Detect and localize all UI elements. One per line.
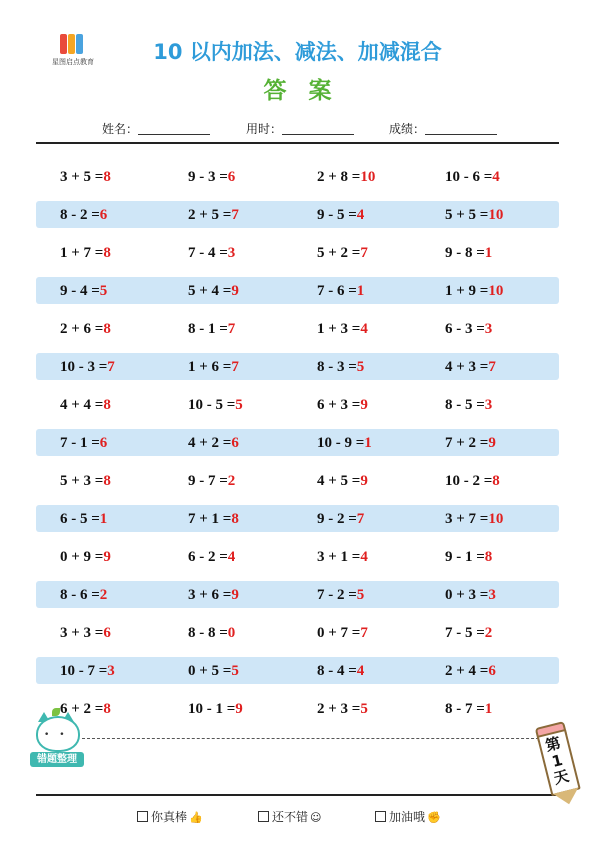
problem-expression: 9 - 2 = <box>317 511 357 527</box>
cat-mascot-icon: •• <box>30 712 84 762</box>
problem-answer: 8 <box>103 397 111 413</box>
rating-option-great[interactable] <box>137 808 203 825</box>
problem-expression: 7 - 4 = <box>188 245 228 261</box>
problem-expression: 9 - 7 = <box>188 473 228 489</box>
problem-cell <box>188 652 239 690</box>
problem-answer: 4 <box>356 663 365 679</box>
problem-expression: 5 + 3 = <box>60 473 104 489</box>
problem-cell <box>317 424 372 462</box>
problem-expression: 3 + 3 = <box>60 625 104 641</box>
problem-cell <box>188 234 235 272</box>
problem-cell <box>60 500 107 538</box>
score-label: 成绩： <box>389 122 426 136</box>
problem-cell <box>188 196 239 234</box>
problem-expression: 0 + 7 = <box>317 625 361 641</box>
problem-cell <box>188 424 239 462</box>
checkbox-cheer[interactable] <box>375 811 386 822</box>
problem-cell <box>188 386 243 424</box>
problem-cell <box>60 652 115 690</box>
problem-cell <box>188 272 239 310</box>
problem-cell <box>445 348 496 386</box>
problem-expression: 9 - 1 = <box>445 549 485 565</box>
problem-expression: 10 - 3 = <box>60 359 108 375</box>
problem-cell <box>445 158 500 196</box>
problem-answer: 8 <box>103 701 111 717</box>
problem-expression: 6 + 2 = <box>60 701 104 717</box>
problem-cell <box>317 196 364 234</box>
problem-answer: 3 <box>484 321 493 337</box>
problem-row <box>36 462 559 500</box>
problem-expression: 9 - 5 = <box>317 207 357 223</box>
problem-answer: 5 <box>99 283 108 299</box>
problem-cell <box>188 500 239 538</box>
problem-answer: 5 <box>356 359 365 375</box>
problem-answer: 8 <box>231 511 239 527</box>
problem-answer: 4 <box>360 321 368 337</box>
footer-divider <box>36 794 559 796</box>
problem-cell <box>60 234 111 272</box>
problem-answer: 5 <box>360 701 368 717</box>
rating-label-good: 还不错 <box>272 810 309 824</box>
problem-expression: 8 - 5 = <box>445 397 485 413</box>
problem-answer: 5 <box>356 587 365 603</box>
rating-option-good[interactable] <box>258 808 321 825</box>
problem-answer: 10 <box>488 283 504 299</box>
problem-cell <box>445 234 492 272</box>
time-field[interactable] <box>246 120 354 137</box>
problem-cell <box>445 652 496 690</box>
problem-grid <box>36 158 559 728</box>
problem-cell <box>60 310 111 348</box>
problem-expression: 1 + 9 = <box>445 283 489 299</box>
problem-expression: 7 - 2 = <box>317 587 357 603</box>
problem-cell <box>317 234 368 272</box>
problem-answer: 8 <box>103 245 111 261</box>
problem-answer: 9 <box>231 283 239 299</box>
header-divider <box>36 142 559 144</box>
time-blank[interactable] <box>282 122 354 135</box>
problem-answer: 3 <box>227 245 236 261</box>
problem-expression: 9 - 3 = <box>188 169 228 185</box>
problem-row <box>36 234 559 272</box>
problem-answer: 9 <box>231 587 239 603</box>
problem-row <box>36 690 559 728</box>
problem-row <box>36 576 559 614</box>
problem-expression: 6 + 3 = <box>317 397 361 413</box>
problem-expression: 3 + 6 = <box>188 587 232 603</box>
problem-cell <box>188 614 235 652</box>
page-subtitle: 答案 <box>263 78 354 104</box>
problem-expression: 6 - 2 = <box>188 549 228 565</box>
problem-answer: 6 <box>488 663 496 679</box>
wrong-answers-area[interactable] <box>36 736 559 792</box>
problem-expression: 10 - 9 = <box>317 435 365 451</box>
problem-cell <box>445 462 500 500</box>
problem-expression: 2 + 6 = <box>60 321 104 337</box>
problem-answer: 8 <box>103 169 111 185</box>
problem-expression: 7 + 1 = <box>188 511 232 527</box>
problem-expression: 3 + 1 = <box>317 549 361 565</box>
problem-answer: 9 <box>360 397 368 413</box>
problem-cell <box>60 386 111 424</box>
problem-expression: 8 - 7 = <box>445 701 485 717</box>
problem-answer: 6 <box>99 435 108 451</box>
brand-caption: 星图启点教育 <box>52 58 94 66</box>
problem-answer: 7 <box>227 321 236 337</box>
problem-expression: 3 + 7 = <box>445 511 489 527</box>
problem-answer: 1 <box>364 435 372 451</box>
problem-cell <box>445 196 503 234</box>
problem-answer: 8 <box>492 473 500 489</box>
problem-cell <box>60 424 107 462</box>
problem-answer: 10 <box>488 207 504 223</box>
problem-cell <box>188 462 235 500</box>
problem-answer: 8 <box>484 549 493 565</box>
rating-option-cheer[interactable] <box>375 808 441 825</box>
problem-cell <box>317 500 364 538</box>
problem-row <box>36 158 559 196</box>
problem-cell <box>445 576 496 614</box>
problem-expression: 2 + 8 = <box>317 169 361 185</box>
problem-expression: 8 - 2 = <box>60 207 100 223</box>
problem-expression: 2 + 5 = <box>188 207 232 223</box>
problem-cell <box>188 348 239 386</box>
problem-cell <box>445 310 492 348</box>
problem-answer: 2 <box>99 587 108 603</box>
problem-cell <box>445 500 503 538</box>
problem-cell <box>188 158 235 196</box>
checkbox-good[interactable] <box>258 811 269 822</box>
problem-cell <box>317 614 368 652</box>
problem-expression: 5 + 5 = <box>445 207 489 223</box>
problem-expression: 7 - 6 = <box>317 283 357 299</box>
problem-expression: 6 - 5 = <box>60 511 100 527</box>
problem-cell <box>317 348 364 386</box>
day-badge-text: 第1天 <box>543 733 571 788</box>
problem-cell <box>60 158 111 196</box>
problem-answer: 8 <box>103 321 111 337</box>
problem-expression: 0 + 9 = <box>60 549 104 565</box>
problem-cell <box>60 538 111 576</box>
problem-answer: 9 <box>488 435 496 451</box>
problem-answer: 1 <box>484 245 493 261</box>
thumbs-up-icon: 👍 <box>189 811 203 824</box>
problem-answer: 1 <box>99 511 108 527</box>
score-field[interactable] <box>389 120 497 137</box>
problem-expression: 10 - 6 = <box>445 169 493 185</box>
problem-cell <box>317 538 368 576</box>
problem-expression: 1 + 7 = <box>60 245 104 261</box>
problem-expression: 9 - 4 = <box>60 283 100 299</box>
problem-answer: 6 <box>227 169 236 185</box>
problem-expression: 4 + 5 = <box>317 473 361 489</box>
problem-cell <box>317 462 368 500</box>
problem-answer: 5 <box>235 397 243 413</box>
name-field[interactable] <box>102 120 210 137</box>
problem-row <box>36 538 559 576</box>
problem-cell <box>317 690 368 728</box>
problem-cell <box>317 652 364 690</box>
problem-cell <box>188 690 243 728</box>
problem-expression: 10 - 1 = <box>188 701 236 717</box>
problem-row <box>36 272 559 310</box>
problem-expression: 8 - 8 = <box>188 625 228 641</box>
problem-answer: 6 <box>231 435 239 451</box>
problem-answer: 7 <box>488 359 496 375</box>
name-label: 姓名： <box>102 122 139 136</box>
problem-expression: 8 - 6 = <box>60 587 100 603</box>
problem-cell <box>317 576 364 614</box>
problem-cell <box>60 576 107 614</box>
problem-cell <box>60 462 111 500</box>
problem-answer: 10 <box>360 169 376 185</box>
problem-answer: 6 <box>103 625 111 641</box>
problem-answer: 3 <box>488 587 496 603</box>
problem-row <box>36 348 559 386</box>
heart-face-icon: ☺ <box>310 811 322 824</box>
problem-row <box>36 424 559 462</box>
checkbox-great[interactable] <box>137 811 148 822</box>
problem-cell <box>60 272 107 310</box>
problem-answer: 3 <box>107 663 115 679</box>
problem-cell <box>188 576 239 614</box>
problem-expression: 1 + 3 = <box>317 321 361 337</box>
problem-cell <box>445 272 503 310</box>
problem-answer: 4 <box>356 207 365 223</box>
name-blank[interactable] <box>138 122 210 135</box>
problem-cell <box>188 310 235 348</box>
problem-expression: 8 - 3 = <box>317 359 357 375</box>
problem-expression: 5 + 4 = <box>188 283 232 299</box>
problem-answer: 10 <box>488 511 504 527</box>
problem-expression: 4 + 3 = <box>445 359 489 375</box>
problem-answer: 9 <box>360 473 368 489</box>
problem-answer: 9 <box>103 549 111 565</box>
problem-answer: 1 <box>484 701 493 717</box>
problem-row <box>36 500 559 538</box>
problem-expression: 10 - 5 = <box>188 397 236 413</box>
problem-row <box>36 196 559 234</box>
problem-cell <box>445 424 496 462</box>
problem-cell <box>445 386 492 424</box>
problem-expression: 7 - 1 = <box>60 435 100 451</box>
problem-cell <box>445 614 492 652</box>
problem-cell <box>60 348 115 386</box>
problem-expression: 8 - 4 = <box>317 663 357 679</box>
problem-cell <box>317 272 364 310</box>
problem-answer: 4 <box>492 169 500 185</box>
problem-answer: 4 <box>360 549 368 565</box>
problem-expression: 2 + 3 = <box>317 701 361 717</box>
problem-expression: 3 + 5 = <box>60 169 104 185</box>
problem-expression: 10 - 7 = <box>60 663 108 679</box>
problem-row <box>36 310 559 348</box>
problem-row <box>36 614 559 652</box>
problem-answer: 2 <box>227 473 236 489</box>
problem-expression: 10 - 2 = <box>445 473 493 489</box>
problem-answer: 7 <box>107 359 115 375</box>
page-title: 10 以内加法、减法、加减混合 <box>153 40 442 64</box>
time-label: 用时： <box>246 122 283 136</box>
problem-answer: 8 <box>103 473 111 489</box>
problem-expression: 2 + 4 = <box>445 663 489 679</box>
problem-answer: 2 <box>484 625 493 641</box>
problem-expression: 0 + 3 = <box>445 587 489 603</box>
problem-answer: 7 <box>231 359 239 375</box>
problem-answer: 7 <box>360 625 368 641</box>
problem-cell <box>317 386 368 424</box>
problem-expression: 4 + 2 = <box>188 435 232 451</box>
problem-expression: 5 + 2 = <box>317 245 361 261</box>
problem-answer: 6 <box>99 207 108 223</box>
cheer-icon: ✊ <box>427 811 441 824</box>
problem-cell <box>60 614 111 652</box>
rating-label-cheer: 加油哦 <box>389 810 426 824</box>
problem-row <box>36 386 559 424</box>
problem-expression: 7 - 5 = <box>445 625 485 641</box>
problem-cell <box>317 158 375 196</box>
problem-answer: 0 <box>227 625 236 641</box>
problem-expression: 6 - 3 = <box>445 321 485 337</box>
problem-cell <box>317 310 368 348</box>
problem-expression: 8 - 1 = <box>188 321 228 337</box>
wrong-section-label: 错题整理 <box>30 752 84 767</box>
problem-expression: 7 + 2 = <box>445 435 489 451</box>
problem-answer: 5 <box>231 663 239 679</box>
problem-row <box>36 652 559 690</box>
rating-label-great: 你真棒 <box>151 810 188 824</box>
problem-answer: 3 <box>484 397 493 413</box>
writing-line <box>82 738 559 739</box>
problem-answer: 7 <box>360 245 368 261</box>
problem-cell <box>445 538 492 576</box>
problem-answer: 1 <box>356 283 365 299</box>
score-blank[interactable] <box>425 122 497 135</box>
problem-expression: 1 + 6 = <box>188 359 232 375</box>
problem-expression: 0 + 5 = <box>188 663 232 679</box>
problem-answer: 9 <box>235 701 243 717</box>
problem-answer: 7 <box>231 207 239 223</box>
problem-answer: 4 <box>227 549 236 565</box>
problem-expression: 4 + 4 = <box>60 397 104 413</box>
problem-cell <box>445 690 492 728</box>
problem-expression: 9 - 8 = <box>445 245 485 261</box>
problem-cell <box>188 538 235 576</box>
problem-answer: 7 <box>356 511 365 527</box>
problem-cell <box>60 196 107 234</box>
